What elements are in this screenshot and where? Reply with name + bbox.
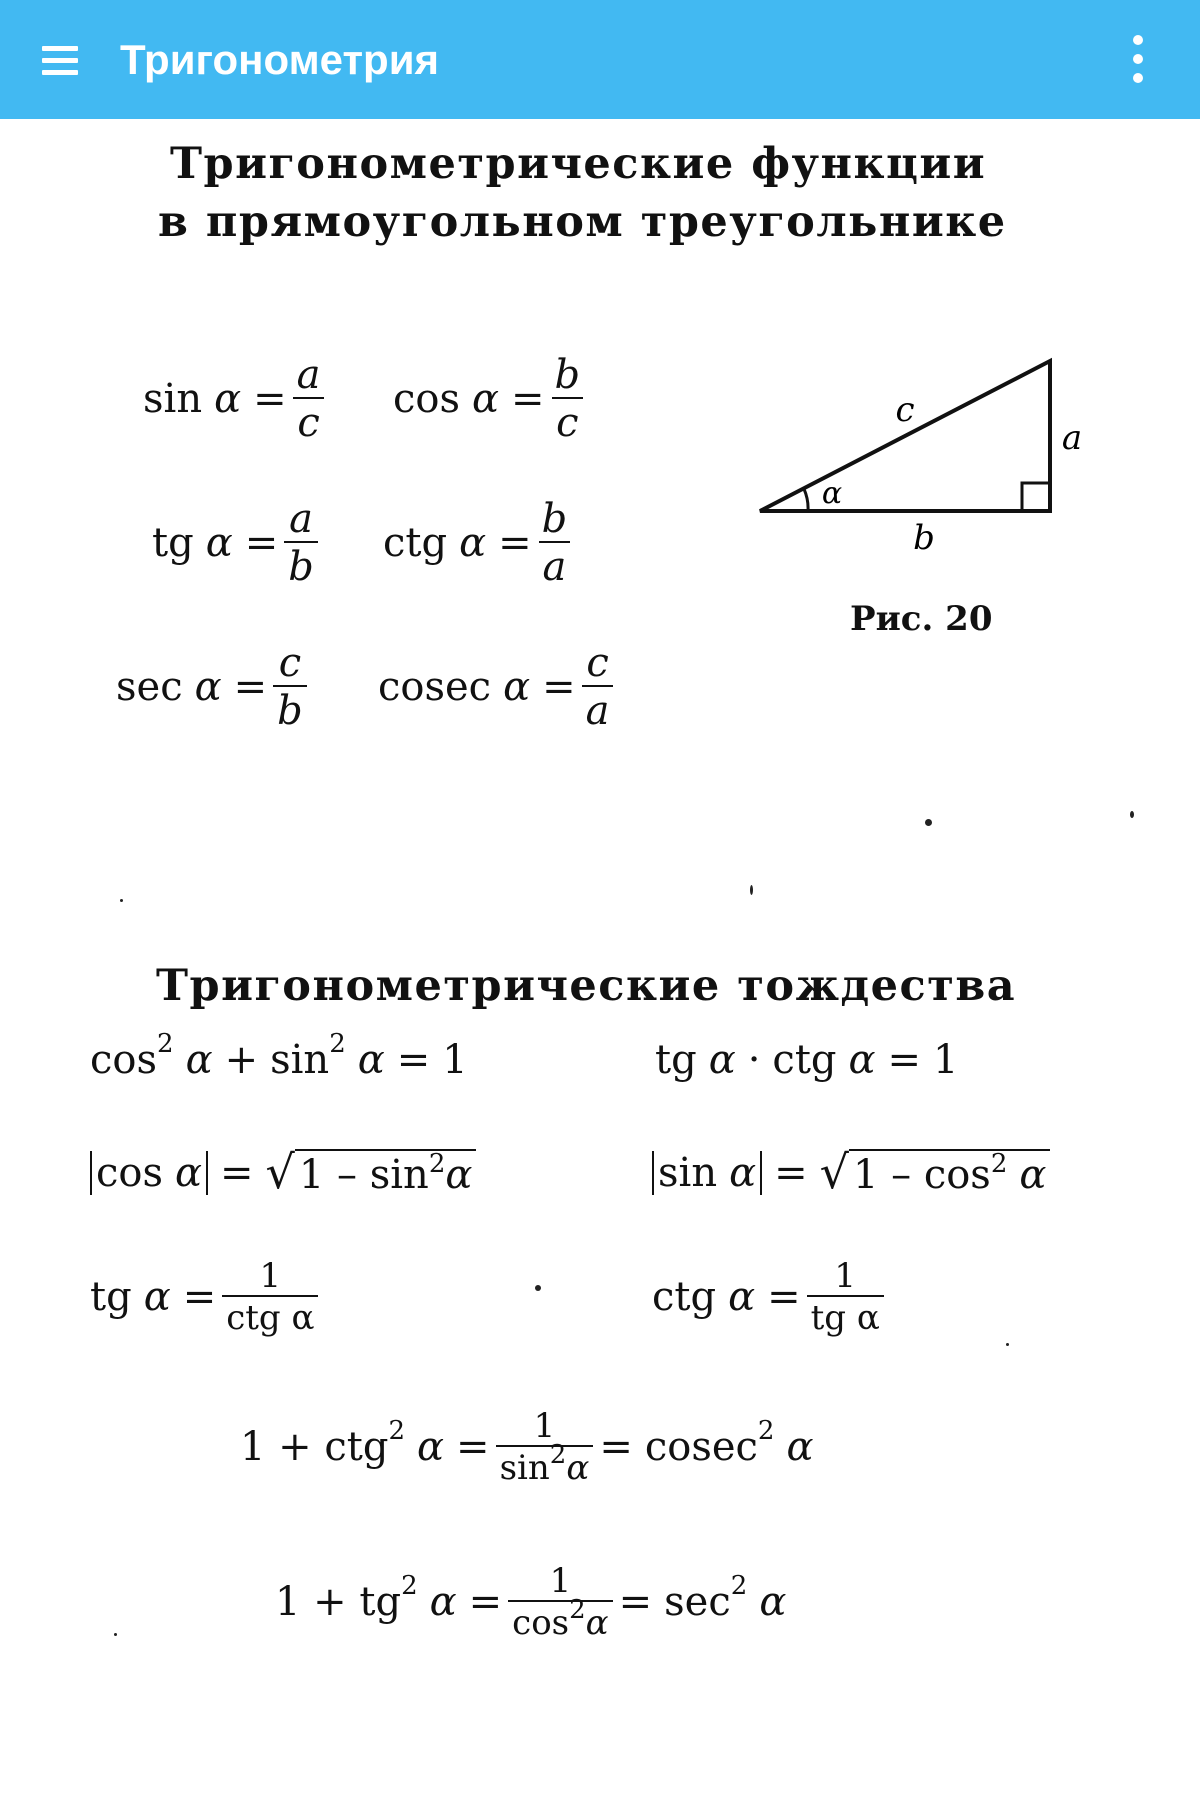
label-angle-alpha: α xyxy=(821,476,843,511)
identity-tg-reciprocal: tg α = $\frac{1}{\text{ctg α}}$ xyxy=(90,1259,324,1335)
right-triangle-figure xyxy=(740,349,1100,569)
formula-cosec: cosec α = $\frac{c}{a}$ xyxy=(378,643,619,731)
right-angle-marker xyxy=(1022,483,1050,511)
formula-cos: cos α = $\frac{b}{c}$ xyxy=(393,355,590,443)
more-vert-icon[interactable] xyxy=(1118,26,1158,92)
figure-caption: Рис. 20 xyxy=(850,599,993,639)
identity-pythagorean: cos 2 α + sin 2 α = 1 xyxy=(90,1029,468,1083)
angle-arc xyxy=(804,489,808,511)
section-title-identities: Тригонометрические тождества xyxy=(156,961,1017,1011)
scan-speck xyxy=(1006,1343,1009,1346)
app-title: Тригонометрия xyxy=(120,36,440,83)
hamburger-menu-icon[interactable] xyxy=(30,34,90,86)
identity-sec: 1 + tg 2 α = $\frac{1}{\cos^2\alpha}$ = sec 2 α xyxy=(275,1561,787,1643)
scan-speck xyxy=(750,885,753,895)
identity-abs-cos: cos α = √ $1 - \sin^2\alpha$ xyxy=(90,1149,476,1197)
triangle-outline xyxy=(760,361,1050,511)
identity-cosec: 1 + ctg 2 α = $\frac{1}{\sin^2\alpha}$ = cosec 2 α xyxy=(240,1406,814,1488)
formula-ctg: ctg α = $\frac{b}{a}$ xyxy=(383,499,577,587)
formula-sec: sec α = $\frac{c}{b}$ xyxy=(116,643,313,731)
app-bar xyxy=(0,0,1200,119)
formula-sin: sin α = $\frac{a}{c}$ xyxy=(143,355,330,443)
section-title-functions-line2: в прямоугольном треугольнике xyxy=(158,197,1007,247)
identity-ctg-reciprocal: ctg α = $\frac{1}{\text{tg α}}$ xyxy=(652,1259,890,1335)
label-side-a: a xyxy=(1061,418,1083,458)
formula-tg: tg α = $\frac{a}{b}$ xyxy=(152,499,324,587)
content-page xyxy=(0,119,1200,1799)
scan-speck xyxy=(1130,811,1134,818)
section-title-functions-line1: Тригонометрические функции xyxy=(170,139,987,189)
scan-speck xyxy=(114,1633,117,1636)
scan-speck xyxy=(925,819,932,826)
scan-speck xyxy=(535,1285,541,1291)
label-hypotenuse: c xyxy=(895,390,915,430)
identity-abs-sin: sin α = √ $1 - \cos^2 \alpha$ xyxy=(652,1149,1050,1197)
scan-speck xyxy=(120,899,123,902)
label-side-b: b xyxy=(913,518,935,558)
identity-tg-ctg-product: tg α · ctg α = 1 xyxy=(655,1037,959,1083)
